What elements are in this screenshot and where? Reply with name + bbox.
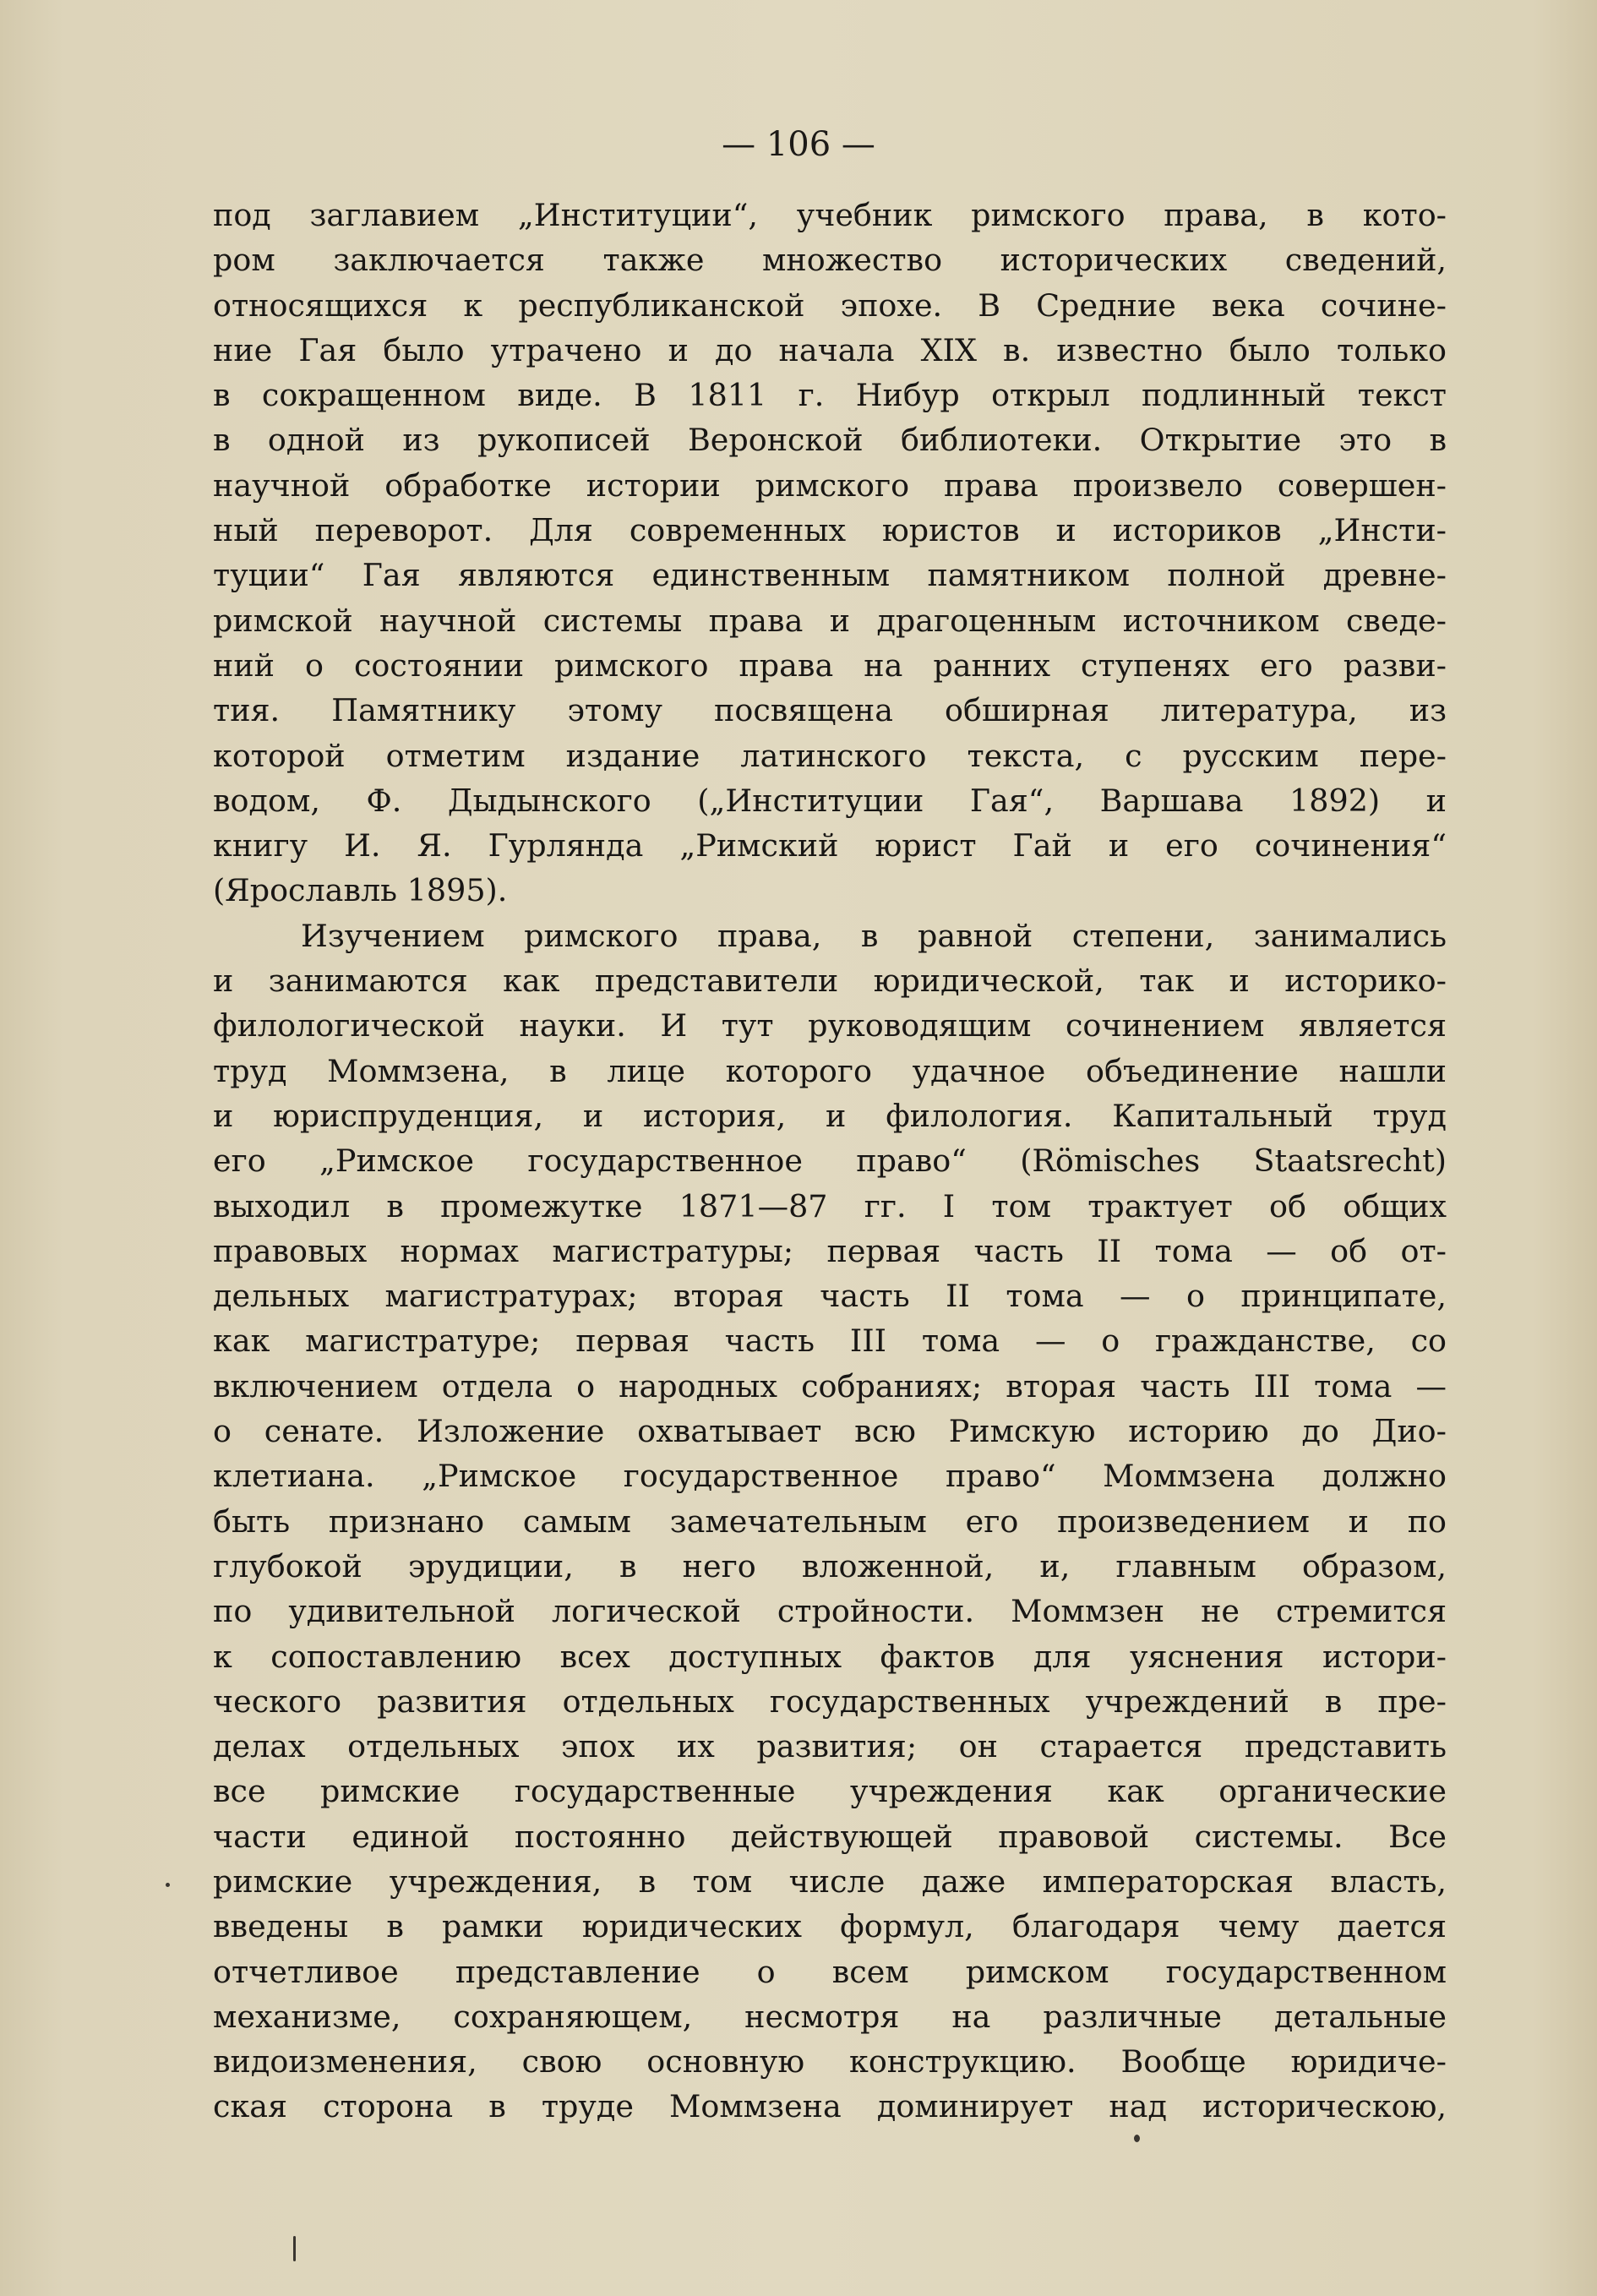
text-line: (Ярославль 1895). — [213, 872, 508, 909]
body-text — [213, 193, 1447, 2130]
text-line: введены в рамки юридических формул, благодаря чему дается — [213, 1908, 1447, 1945]
text-line: правовых нормах магистратуры; первая часть II тома — об от- — [213, 1232, 1447, 1269]
text-line: делах отдельных эпох их развития; он старается представить — [213, 1728, 1447, 1765]
text-line: тия. Памятнику этому посвящена обширная литература, из — [213, 692, 1447, 729]
text-line: труд Моммзена, в лице которого удачное объединение нашли — [213, 1052, 1447, 1089]
text-line: части единой постоянно действующей правовой системы. Все — [213, 1818, 1447, 1855]
text-line: в сокращенном виде. В 1811 г. Нибур открыл подлинный текст — [213, 377, 1447, 414]
text-line: относящихся к республиканской эпохе. В Средние века сочине- — [213, 286, 1447, 324]
text-line: глубокой эрудиции, в него вложенной, и, главным образом, — [213, 1547, 1447, 1584]
text-line: выходил в промежутке 1871—87 гг. I том трактует об общих — [213, 1187, 1447, 1224]
text-line: в одной из рукописей Веронской библиотеки. Открытие это в — [213, 422, 1447, 459]
text-line: видоизменения, свою основную конструкцию. Вообще юридиче- — [213, 2043, 1447, 2081]
text-line: под заглавием „Институции“, учебник римского права, в кото- — [213, 197, 1447, 233]
text-line: механизме, сохраняющем, несмотря на различные детальные — [213, 1998, 1447, 2035]
text-line: ская сторона в труде Моммзена доминирует над историческою, — [213, 2088, 1447, 2125]
text-line: римские учреждения, в том числе даже императорская власть, — [213, 1862, 1447, 1900]
text-line: которой отметим издание латинского текста, с русским пере- — [213, 737, 1447, 774]
text-line: ческого развития отдельных государственных учреждений в пре- — [213, 1682, 1447, 1720]
paper-speck — [166, 1883, 170, 1887]
text-line: Изучением римского права, в равной степени, занимались — [301, 917, 1447, 954]
text-line: о сенате. Изложение охватывает всю Римскую историю до Дио- — [213, 1413, 1447, 1450]
text-line: включением отдела о народных собраниях; вторая часть III тома — — [213, 1367, 1447, 1404]
text-line: и занимаются как представители юридической, так и историко- — [213, 963, 1447, 1000]
text-line: книгу И. Я. Гурлянда „Римский юрист Гай и его сочинения“ — [213, 827, 1447, 864]
text-line: отчетливое представление о всем римском государственном — [213, 1953, 1447, 1990]
text-line: ный переворот. Для современных юристов и историков „Инсти- — [213, 512, 1447, 549]
text-line: научной обработке истории римского права произвело совершен- — [213, 466, 1447, 504]
paper-speck — [1134, 2135, 1140, 2142]
text-line: ром заключается также множество исторических сведений, — [213, 242, 1447, 279]
text-line: все римские государственные учреждения как органические — [213, 1773, 1447, 1810]
text-line: туции“ Гая являются единственным памятником полной древне- — [213, 557, 1447, 594]
text-line: дельных магистратурах; вторая часть II тома — о принципате, — [213, 1278, 1447, 1315]
text-line: водом, Ф. Дыдынского („Институции Гая“, Варшава 1892) и — [213, 782, 1447, 819]
text-line: и юриспруденция, и история, и филология. Капитальный труд — [213, 1097, 1447, 1134]
text-line: филологической науки. И тут руководящим сочинением является — [213, 1007, 1447, 1044]
text-line: ние Гая было утрачено и до начала XIX в. известно было только — [213, 331, 1447, 368]
text-line: к сопоставлению всех доступных фактов для уяснения истори- — [213, 1638, 1447, 1675]
text-line: быть признано самым замечательным его произведением и по — [213, 1502, 1447, 1540]
text-line: как магистратуре; первая часть III тома — о гражданстве, со — [213, 1323, 1447, 1360]
paper-speck — [293, 2236, 296, 2261]
page-number: — 106 — — [722, 125, 875, 164]
text-line: его „Римское государственное право“ (Römisches Staatsrecht) — [213, 1143, 1447, 1180]
text-line: римской научной системы права и драгоценным источником сведе- — [213, 602, 1447, 639]
text-line: ний о состоянии римского права на ранних ступенях его разви- — [213, 646, 1447, 684]
text-line: клетиана. „Римское государственное право“ Моммзена должно — [213, 1458, 1447, 1495]
text-line: по удивительной логической стройности. Моммзен не стремится — [213, 1593, 1447, 1630]
